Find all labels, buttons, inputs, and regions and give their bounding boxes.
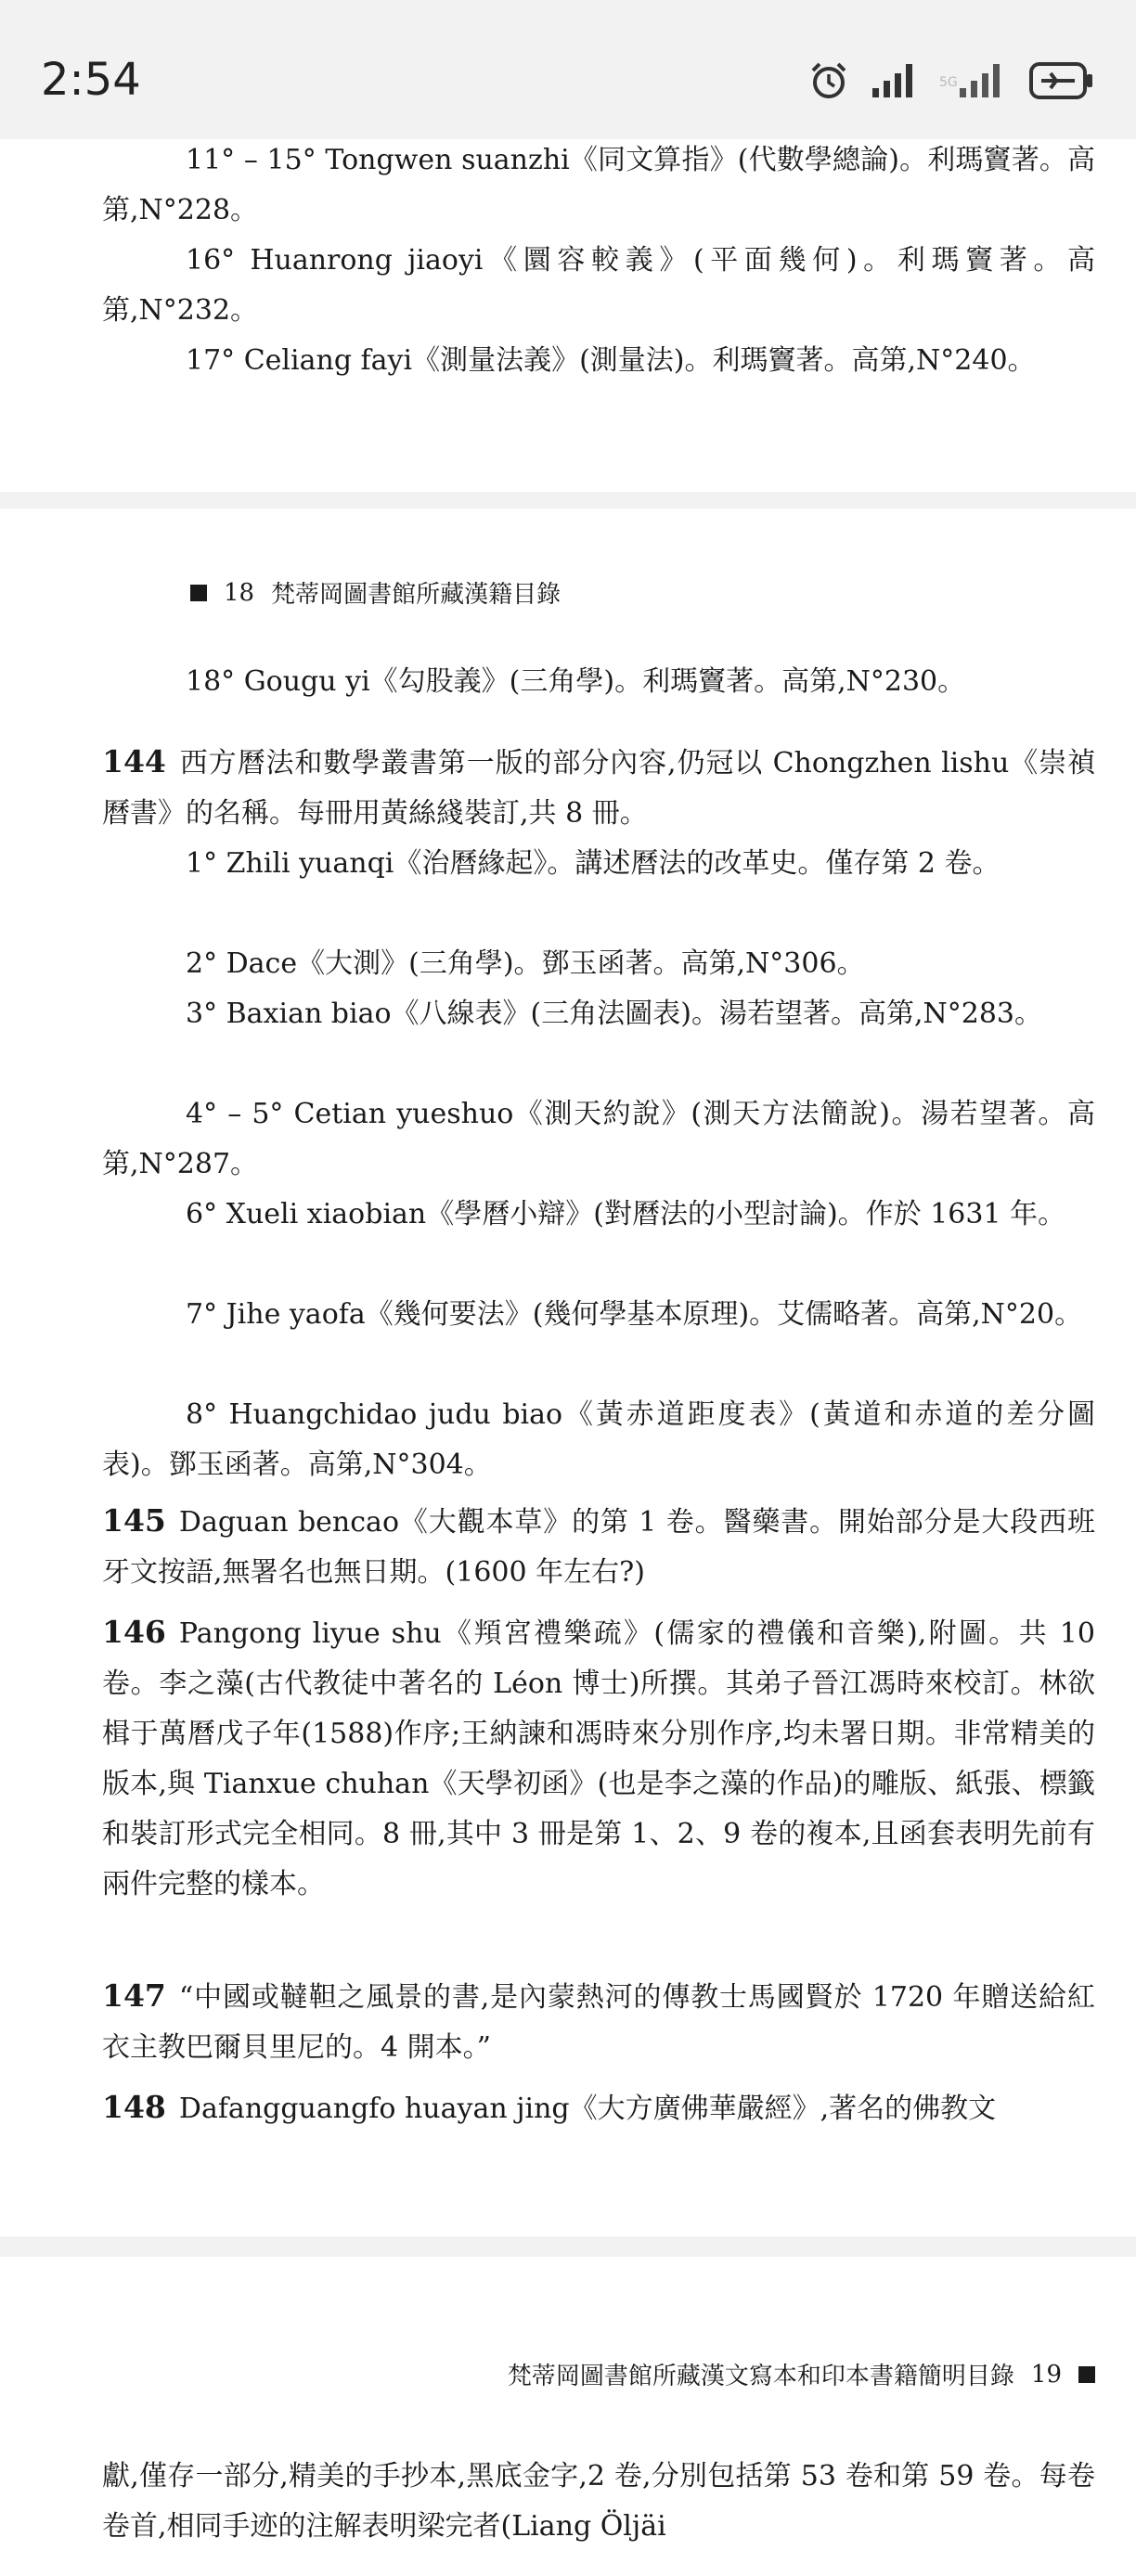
catalog-entry-148: 148 Dafangguangfo huayan jing《大方廣佛華嚴經》,著名的佛教文 bbox=[102, 2089, 997, 2125]
svg-text:5G: 5G bbox=[939, 75, 958, 90]
square-bullet-icon bbox=[190, 585, 207, 601]
text-line: 11° – 15° Tongwen suanzhi《同文算指》(代數學總論)。利瑪竇著。高第,N°228。 bbox=[102, 144, 1095, 226]
page-19 bbox=[0, 2257, 1136, 2576]
alarm-icon bbox=[807, 59, 850, 102]
catalog-entry-144: 144 西方曆法和數學叢書第一版的部分內容,仍冠以 Chongzhen lishu《崇禎曆書》的名稱。每冊用黃絲綫裝訂,共 8 冊。 bbox=[102, 743, 1095, 830]
sub-entry: 3° Baxian biao《八線表》(三角法圖表)。湯若望著。高第,N°283。 bbox=[186, 998, 1043, 1030]
entry-number: 147 bbox=[102, 1977, 166, 2014]
body-text: 獻,僅存一部分,精美的手抄本,黑底金字,2 卷,分別包括第 53 卷和第 59 卷。每卷卷首,相同手迹的注解表明梁完者(Liang Öljäi bbox=[102, 2460, 1095, 2543]
status-bar bbox=[0, 0, 1136, 139]
sub-entry: 4° – 5° Cetian yueshuo《測天約說》(測天方法簡說)。湯若望著。高第,N°287。 bbox=[102, 1098, 1095, 1180]
entry-number: 148 bbox=[102, 2089, 166, 2125]
battery-charging-icon bbox=[1028, 60, 1095, 101]
sub-entry: 7° Jihe yaofa《幾何要法》(幾何學基本原理)。艾儒略著。高第,N°20。 bbox=[186, 1298, 1083, 1331]
catalog-entry-147: 147 “中國或韃靼之風景的書,是內蒙熱河的傳教士馬國賢於 1720 年贈送給紅衣主教巴爾貝里尼的。4 開本。” bbox=[102, 1977, 1095, 2064]
page-number: 18 bbox=[224, 578, 255, 607]
page-1-fragment bbox=[0, 139, 1136, 492]
catalog-entry: 18° Gougu yi《勾股義》(三角學)。利瑪竇著。高第,N°230。 bbox=[186, 665, 966, 698]
square-bullet-icon bbox=[1078, 2366, 1095, 2383]
header-title: 梵蒂岡圖書館所藏漢文寫本和印本書籍簡明目錄 bbox=[507, 2363, 1014, 2390]
text-line: 17° Celiang fayi《測量法義》(測量法)。利瑪竇著。高第,N°240。 bbox=[186, 344, 1036, 377]
running-header bbox=[190, 575, 561, 610]
status-icons bbox=[807, 58, 1095, 104]
text-line: 16° Huanrong jiaoyi《圜容較義》(平面幾何)。利瑪竇著。高第,N°232。 bbox=[102, 244, 1095, 327]
header-title: 梵蒂岡圖書館所藏漢籍目錄 bbox=[271, 581, 562, 609]
entry-number: 146 bbox=[102, 1614, 166, 1650]
page-number: 19 bbox=[1030, 2360, 1062, 2389]
sub-entry: 1° Zhili yuanqi《治曆緣起》。講述曆法的改革史。僅存第 2 卷。 bbox=[186, 847, 1000, 880]
clock: 2:54 bbox=[41, 54, 141, 106]
sub-entry: 8° Huangchidao judu biao《黃赤道距度表》(黃道和赤道的差分圖表)。鄧玉函著。高第,N°304。 bbox=[102, 1398, 1095, 1481]
page-18 bbox=[0, 509, 1136, 2236]
entry-number: 145 bbox=[102, 1502, 166, 1539]
signal-secondary-icon bbox=[939, 62, 1008, 99]
entry-number: 144 bbox=[102, 743, 166, 779]
catalog-entry-145: 145 Daguan bencao《大觀本草》的第 1 卷。醫藥書。開始部分是大段西班牙文按語,無署名也無日期。(1600 年左右?) bbox=[102, 1502, 1095, 1589]
running-header bbox=[508, 2357, 1095, 2391]
sub-entry: 6° Xueli xiaobian《學曆小辯》(對曆法的小型討論)。作於 1631 年。 bbox=[186, 1198, 1066, 1230]
catalog-entry-146: 146 Pangong liyue shu《頖宮禮樂疏》(儒家的禮儀和音樂),附圖。共 10 卷。李之藻(古代教徒中著名的 Léon 博士)所撰。其弟子晉江馮時來校訂。林欲楫于萬曆戊子年(1588)作序;王納諫和馮時來分別作序,均未署日期。非常精美的版本,與 Tianxue chuhan《天學初函》(也是李之藻的作品)的雕版、紙張、標籤和裝訂形式完全相同。8 冊,其中 3 冊是第 1、2、9 卷的複本,且函套表明先前有兩件完整的樣本。 bbox=[102, 1614, 1095, 1900]
sub-entry: 2° Dace《大測》(三角學)。鄧玉函著。高第,N°306。 bbox=[186, 947, 865, 980]
signal-icon bbox=[871, 62, 919, 99]
